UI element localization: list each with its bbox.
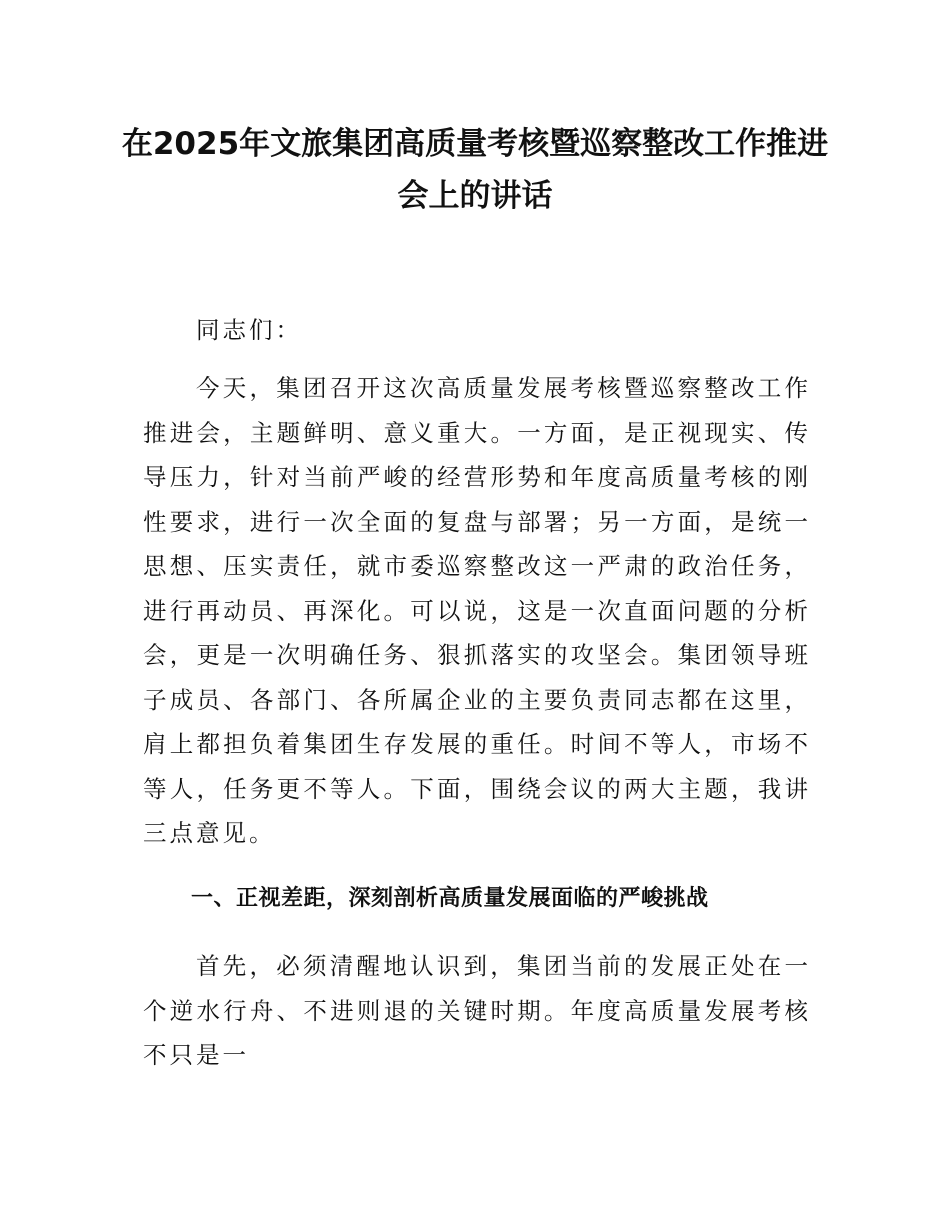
paragraph-opening: 今天，集团召开这次高质量发展考核暨巡察整改工作推进会，主题鲜明、意义重大。一方面，是正视现实、传导压力，针对当前严峻的经营形势和年度高质量考核的刚性要求，进行一次全面的复盘与部署；另一方面，是统一思想、压实责任，就市委巡察整改这一严肃的政治任务，进行再动员、再深化。可以说，这是一次直面问题的分析会，更是一次明确任务、狠抓落实的攻坚会。集团领导班子成员、各部门、各所属企业的主要负责同志都在这里，肩上都担负着集团生存发展的重任。时间不等人，市场不等人，任务更不等人。下面，围绕会议的两大主题，我讲三点意见。: [143, 374, 811, 847]
section-heading-1: 一、正视差距，深刻剖析高质量发展面临的严峻挑战: [191, 886, 709, 911]
document-title: 在2025年文旅集团高质量考核暨巡察整改工作推进会上的讲话: [121, 126, 829, 214]
paragraph-section-1: 首先，必须清醒地认识到，集团当前的发展正处在一个逆水行舟、不进则退的关键时期。年度高质量发展考核不只是一: [143, 952, 811, 1069]
salutation: [143, 308, 811, 353]
salutation-text: 同志们：: [196, 316, 302, 344]
